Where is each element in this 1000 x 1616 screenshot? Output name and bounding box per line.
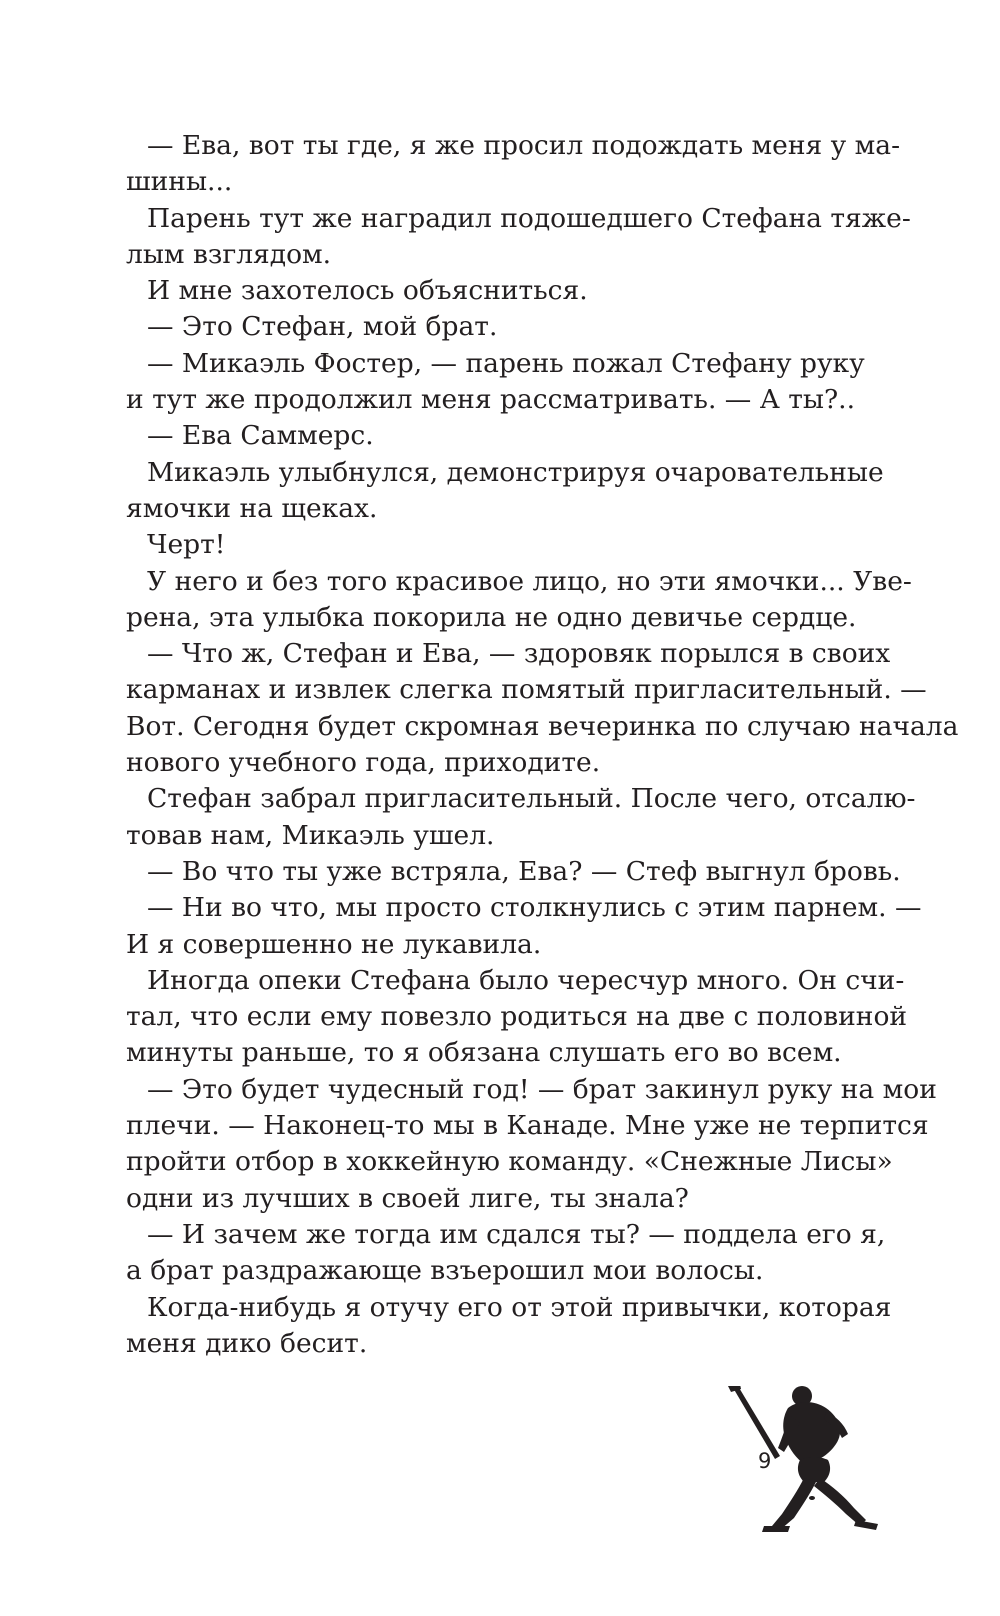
text-line: И мне захотелось объясниться. (147, 275, 588, 307)
text-line: — Ни во что, мы просто столкнулись с этим парнем. — (147, 892, 922, 924)
text-line: Стефан забрал пригласительный. После чего, отсалю- (147, 783, 916, 815)
text-line: — Что ж, Стефан и Ева, — здоровяк порылся в своих (147, 638, 891, 670)
text-line: — Во что ты уже встряла, Ева? — Стеф выгнул бровь. (147, 855, 901, 887)
text-line: — Это будет чудесный год! — брат закинул руку на мои (147, 1073, 937, 1105)
text-line: — Ева Саммерс. (147, 420, 374, 452)
text-line: а брат раздражающе взъерошил мои волосы. (126, 1255, 764, 1287)
text-line: лым взглядом. (126, 238, 332, 270)
text-line: — Ева, вот ты где, я же просил подождать меня у ма- (147, 130, 901, 161)
text-line: — Микаэль Фостер, — парень пожал Стефану руку (147, 347, 865, 379)
text-line: — И зачем же тогда им сдался ты? — поддела его я, (147, 1218, 886, 1250)
page-body-text (126, 128, 959, 1362)
hockey-player-silhouette-icon (728, 1386, 888, 1536)
text-line: И я совершенно не лукавила. (126, 928, 542, 960)
text-line: Черт! (147, 529, 226, 561)
text-line: пройти отбор в хоккейную команду. «Снежные Лисы» (126, 1146, 893, 1178)
text-line: одни из лучших в своей лиге, ты знала? (126, 1182, 689, 1214)
text-line: меня дико бесит. (126, 1327, 368, 1359)
page-number: 9 (758, 1449, 772, 1473)
text-line: Когда-нибудь я отучу его от этой привычки, которая (147, 1291, 892, 1323)
text-line: ямочки на щеках. (126, 492, 378, 524)
text-line: шины... (126, 166, 233, 198)
text-line: — Это Стефан, мой брат. (147, 311, 498, 343)
text-line: товав нам, Микаэль ушел. (126, 819, 495, 851)
text-line: тал, что если ему повезло родиться на две с половиной (126, 1001, 908, 1033)
text-line: нового учебного года, приходите. (126, 747, 601, 779)
text-line: Иногда опеки Стефана было чересчур много. Он счи- (147, 964, 905, 996)
text-line: Микаэль улыбнулся, демонстрируя очаровательные (147, 456, 884, 488)
text-line: минуты раньше, то я обязана слушать его во всем. (126, 1037, 842, 1069)
text-line: и тут же продолжил меня рассматривать. — А ты?.. (126, 384, 856, 416)
text-line: карманах и извлек слегка помятый пригласительный. — (126, 674, 927, 706)
text-line: плечи. — Наконец-то мы в Канаде. Мне уже не терпится (126, 1110, 929, 1142)
text-line: У него и без того красивое лицо, но эти ямочки... Уве- (147, 565, 912, 597)
text-line: Вот. Сегодня будет скромная вечеринка по случаю начала (126, 710, 959, 742)
text-line: Парень тут же наградил подошедшего Стефана тяже- (147, 202, 911, 234)
text-line: рена, эта улыбка покорила не одно девичье сердце. (126, 601, 857, 633)
